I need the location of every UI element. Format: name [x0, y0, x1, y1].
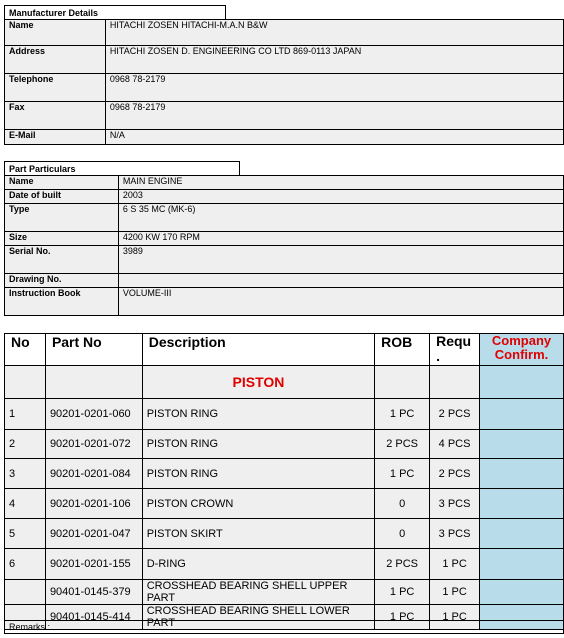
col-rob-header: ROB: [375, 334, 430, 366]
row-rob: 1 PC: [375, 459, 430, 489]
col-no-header: No: [5, 334, 46, 366]
table-row: [5, 430, 564, 459]
col-description-header: Description: [142, 334, 374, 366]
table-row: [5, 489, 564, 519]
row-part-no: 90201-0201-155: [45, 549, 142, 580]
table-row: [5, 549, 564, 580]
part-type-label: Type: [5, 204, 119, 232]
remarks-label: Remarks :: [4, 620, 564, 634]
mfr-telephone-value: 0968 78-2179: [105, 74, 563, 102]
row-no: [5, 580, 46, 605]
row-confirm[interactable]: [480, 399, 564, 430]
row-description: PISTON SKIRT: [142, 519, 374, 549]
mfr-address-value: HITACHI ZOSEN D. ENGINEERING CO LTD 869-0113 JAPAN: [105, 46, 563, 74]
mfr-fax-label: Fax: [5, 102, 106, 130]
part-name-value: MAIN ENGINE: [118, 176, 563, 190]
part-instruction-label: Instruction Book: [5, 288, 119, 316]
mfr-address-label: Address: [5, 46, 106, 74]
row-confirm[interactable]: [480, 549, 564, 580]
row-description: PISTON CROWN: [142, 489, 374, 519]
row-rob: 2 PCS: [375, 430, 430, 459]
col-partno-header: Part No: [45, 334, 142, 366]
row-description: PISTON RING: [142, 399, 374, 430]
row-rob: 1 PC: [375, 605, 430, 630]
row-part-no: 90201-0201-047: [45, 519, 142, 549]
row-confirm[interactable]: [480, 489, 564, 519]
row-requ: 3 PCS: [430, 519, 480, 549]
row-requ: 3 PCS: [430, 489, 480, 519]
row-confirm[interactable]: [480, 519, 564, 549]
row-no: 6: [5, 549, 46, 580]
row-confirm[interactable]: [480, 459, 564, 489]
col-requ-header: Requ .: [430, 334, 480, 366]
row-rob: 0: [375, 489, 430, 519]
mfr-name-label: Name: [5, 20, 106, 46]
row-description: CROSSHEAD BEARING SHELL LOWER PART: [142, 605, 374, 630]
part-type-value: 6 S 35 MC (MK-6): [118, 204, 563, 232]
table-row: [5, 399, 564, 430]
row-rob: 0: [375, 519, 430, 549]
row-description: D-RING: [142, 549, 374, 580]
table-row: [5, 459, 564, 489]
row-part-no: 90401-0145-379: [45, 580, 142, 605]
mfr-fax-value: 0968 78-2179: [105, 102, 563, 130]
manufacturer-heading: Manufacturer Details: [4, 5, 226, 20]
row-description: PISTON RING: [142, 459, 374, 489]
row-no: 1: [5, 399, 46, 430]
part-serial-value: 3989: [118, 246, 563, 274]
part-table: [4, 175, 564, 316]
row-rob: 1 PC: [375, 399, 430, 430]
row-requ: 1 PC: [430, 580, 480, 605]
mfr-telephone-label: Telephone: [5, 74, 106, 102]
part-drawing-value: [118, 274, 563, 288]
row-part-no: 90201-0201-072: [45, 430, 142, 459]
row-no: 3: [5, 459, 46, 489]
manufacturer-table: [4, 19, 564, 145]
row-part-no: 90201-0201-084: [45, 459, 142, 489]
section-title: PISTON: [142, 366, 374, 399]
part-instruction-value: VOLUME-III: [118, 288, 563, 316]
items-table: [4, 333, 564, 630]
row-part-no: 90401-0145-414: [45, 605, 142, 630]
row-rob: 2 PCS: [375, 549, 430, 580]
part-size-label: Size: [5, 232, 119, 246]
col-confirm-header: Company Confirm.: [480, 334, 564, 366]
part-heading: Part Particulars: [4, 161, 240, 176]
part-size-value: 4200 KW 170 RPM: [118, 232, 563, 246]
mfr-name-value: HITACHI ZOSEN HITACHI-M.A.N B&W: [105, 20, 563, 46]
row-rob: 1 PC: [375, 580, 430, 605]
row-requ: 1 PC: [430, 605, 480, 630]
row-requ: 1 PC: [430, 549, 480, 580]
mfr-email-label: E-Mail: [5, 130, 106, 145]
row-confirm[interactable]: [480, 430, 564, 459]
row-requ: 4 PCS: [430, 430, 480, 459]
row-requ: 2 PCS: [430, 399, 480, 430]
table-row: [5, 580, 564, 605]
row-description: CROSSHEAD BEARING SHELL UPPER PART: [142, 580, 374, 605]
part-drawing-label: Drawing No.: [5, 274, 119, 288]
row-no: 5: [5, 519, 46, 549]
row-requ: 2 PCS: [430, 459, 480, 489]
part-date-value: 2003: [118, 190, 563, 204]
part-serial-label: Serial No.: [5, 246, 119, 274]
row-no: 4: [5, 489, 46, 519]
table-row: [5, 519, 564, 549]
row-confirm[interactable]: [480, 580, 564, 605]
row-part-no: 90201-0201-060: [45, 399, 142, 430]
mfr-email-value: N/A: [105, 130, 563, 145]
row-description: PISTON RING: [142, 430, 374, 459]
part-date-label: Date of built: [5, 190, 119, 204]
row-part-no: 90201-0201-106: [45, 489, 142, 519]
part-name-label: Name: [5, 176, 119, 190]
row-no: 2: [5, 430, 46, 459]
